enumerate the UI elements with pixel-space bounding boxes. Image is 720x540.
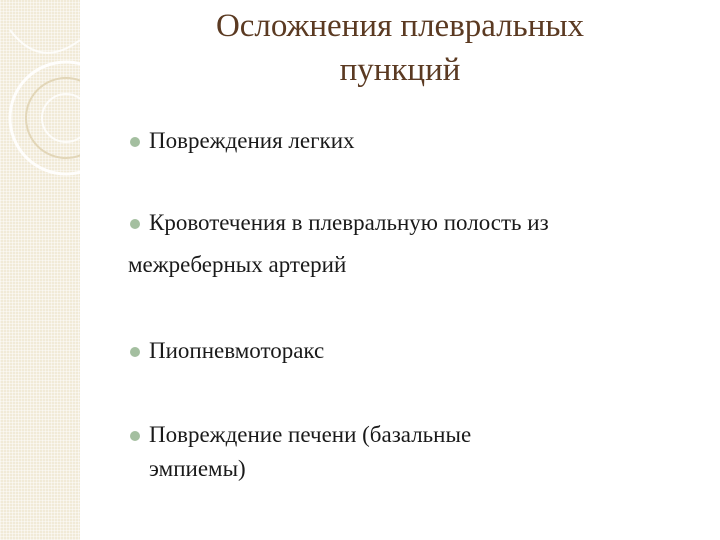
- slide-title-line-2: пункций: [339, 52, 461, 88]
- slide-title-line-1: Осложнения плевральных: [215, 8, 585, 44]
- bullet-dot-icon: [130, 219, 140, 229]
- bullet-text: Повреждения легких: [149, 128, 355, 153]
- bullet-dot-icon: [130, 347, 140, 357]
- bullet-text-line-2: межреберных артерий: [128, 252, 347, 277]
- bullet-text-line-1: Кровотечения в плевральную полость из: [149, 210, 549, 235]
- decorative-side-band: [0, 0, 80, 540]
- bullet-text-line-1: Повреждение печени (базальные: [149, 422, 472, 447]
- bullet-text-line-2: эмпиемы): [149, 456, 246, 481]
- bullet-dot-icon: [130, 431, 140, 441]
- bullet-dot-icon: [130, 137, 140, 147]
- slide-title: [140, 4, 660, 92]
- decorative-circles-icon: [0, 0, 80, 540]
- bullet-text: Пиопневмоторакс: [149, 338, 325, 363]
